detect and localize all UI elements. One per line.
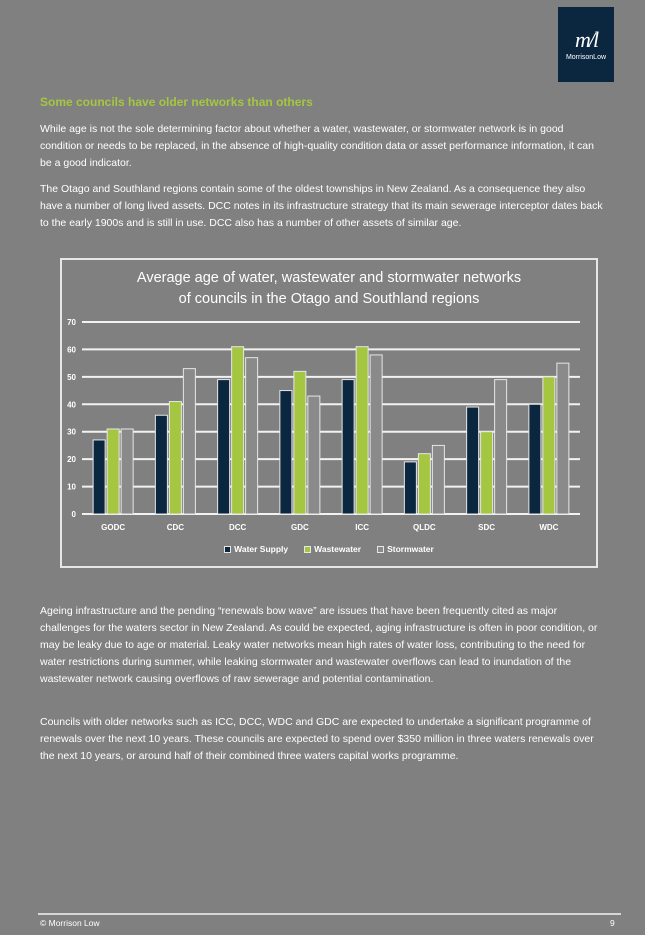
bar-icc-stormwater bbox=[370, 355, 382, 514]
legend-label: Stormwater bbox=[387, 544, 434, 554]
x-category-label: WDC bbox=[539, 523, 559, 532]
bar-qldc-stormwater bbox=[432, 445, 444, 514]
page-number: 9 bbox=[610, 918, 615, 928]
paragraph-ageing-infrastructure: Ageing infrastructure and the pending “renewals bow wave” are issues that have been frequently cited as major challenges for the waters sector in New Zealand. As could be expected, aging infrastructure is often in poor condition, or may be leaky due to age or material. Leaky water networks mean high rates of water loss, contributing to the need for water restrictions during summer, while leaking stormwater and wastewater overflows can lead to inundation of the wastewater network causing overflows of raw sewerage and potential contamination. bbox=[40, 605, 598, 685]
section-heading: Some councils have older networks than others bbox=[40, 95, 313, 109]
bar-cdc-water-supply bbox=[155, 415, 167, 514]
age-chart bbox=[60, 258, 598, 568]
morrisonlow-logo bbox=[558, 7, 614, 82]
chart-title-line-2: of councils in the Otago and Southland regions bbox=[178, 291, 480, 307]
bar-icc-wastewater bbox=[356, 347, 368, 514]
bar-icc-water-supply bbox=[342, 380, 354, 514]
bar-dcc-water-supply bbox=[218, 380, 230, 514]
x-category-label: ICC bbox=[355, 523, 370, 532]
chart-legend bbox=[62, 544, 596, 554]
bar-wdc-wastewater bbox=[543, 377, 555, 514]
bar-gdc-wastewater bbox=[294, 371, 306, 514]
y-tick-label: 60 bbox=[67, 345, 76, 355]
logo-name: MorrisonLow bbox=[565, 53, 607, 61]
y-tick-label: 40 bbox=[67, 400, 76, 410]
bar-wdc-water-supply bbox=[529, 404, 541, 514]
bar-dcc-stormwater bbox=[246, 358, 258, 514]
legend-swatch-icon bbox=[224, 546, 231, 553]
bar-gdc-water-supply bbox=[280, 391, 292, 514]
bar-cdc-stormwater bbox=[183, 369, 195, 514]
x-category-label: GODC bbox=[101, 523, 126, 532]
paragraph-otago-southland: The Otago and Southland regions contain some of the oldest townships in New Zealand. As a consequence they also have a number of long lived assets. DCC notes in its infrastructure strategy that its main sewerage interceptor dates back to the early 1900s and is still in use. DCC also has a number of other assets of similar age. bbox=[40, 183, 603, 229]
bar-dcc-wastewater bbox=[232, 347, 244, 514]
bar-qldc-water-supply bbox=[404, 462, 416, 514]
paragraph-age-indicator: While age is not the sole determining factor about whether a water, wastewater, or stormwater network is in good condition or needs to be replaced, in the absence of high-quality condition data or asset performance information, it can be a good indicator. bbox=[40, 123, 594, 169]
y-tick-label: 50 bbox=[67, 372, 76, 382]
x-category-label: DCC bbox=[228, 523, 247, 532]
legend-item-stormwater bbox=[377, 544, 434, 554]
bar-godc-water-supply bbox=[93, 440, 105, 514]
legend-label: Water Supply bbox=[234, 544, 289, 554]
footer-copyright: © Morrison Low bbox=[40, 918, 100, 928]
paragraph-renewals-programme: Councils with older networks such as ICC, DCC, WDC and GDC are expected to undertake a significant programme of renewals over the next 10 years. These councils are expected to spend over $350 million in three waters renewals over the next 10 years, or around half of their combined three waters capital works programme. bbox=[40, 716, 594, 762]
y-tick-label: 0 bbox=[71, 510, 76, 519]
bar-sdc-wastewater bbox=[481, 432, 493, 514]
x-category-label: QLDC bbox=[413, 523, 436, 532]
footer-divider bbox=[38, 913, 621, 915]
bar-godc-wastewater bbox=[107, 429, 119, 514]
legend-label: Wastewater bbox=[314, 544, 362, 554]
y-tick-label: 30 bbox=[67, 427, 76, 437]
y-tick-label: 10 bbox=[67, 482, 76, 492]
logo-mark: m/l bbox=[574, 26, 598, 52]
chart-title-line-1: Average age of water, wastewater and stormwater networks bbox=[136, 270, 522, 286]
bar-cdc-wastewater bbox=[169, 402, 181, 514]
legend-item-wastewater bbox=[304, 544, 361, 554]
y-tick-label: 20 bbox=[67, 455, 76, 465]
legend-swatch-icon bbox=[304, 546, 311, 553]
chart-plot-area bbox=[62, 260, 596, 566]
x-category-label: GDC bbox=[290, 523, 309, 532]
bar-godc-stormwater bbox=[121, 429, 133, 514]
x-category-label: SDC bbox=[478, 523, 496, 532]
bar-sdc-stormwater bbox=[495, 380, 507, 514]
y-tick-label: 70 bbox=[67, 318, 76, 327]
bar-qldc-wastewater bbox=[418, 454, 430, 514]
bar-sdc-water-supply bbox=[467, 407, 479, 514]
legend-item-water-supply bbox=[224, 544, 288, 554]
bar-gdc-stormwater bbox=[308, 396, 320, 514]
bar-wdc-stormwater bbox=[557, 363, 569, 514]
legend-swatch-icon bbox=[377, 546, 384, 553]
x-category-label: CDC bbox=[166, 523, 185, 532]
